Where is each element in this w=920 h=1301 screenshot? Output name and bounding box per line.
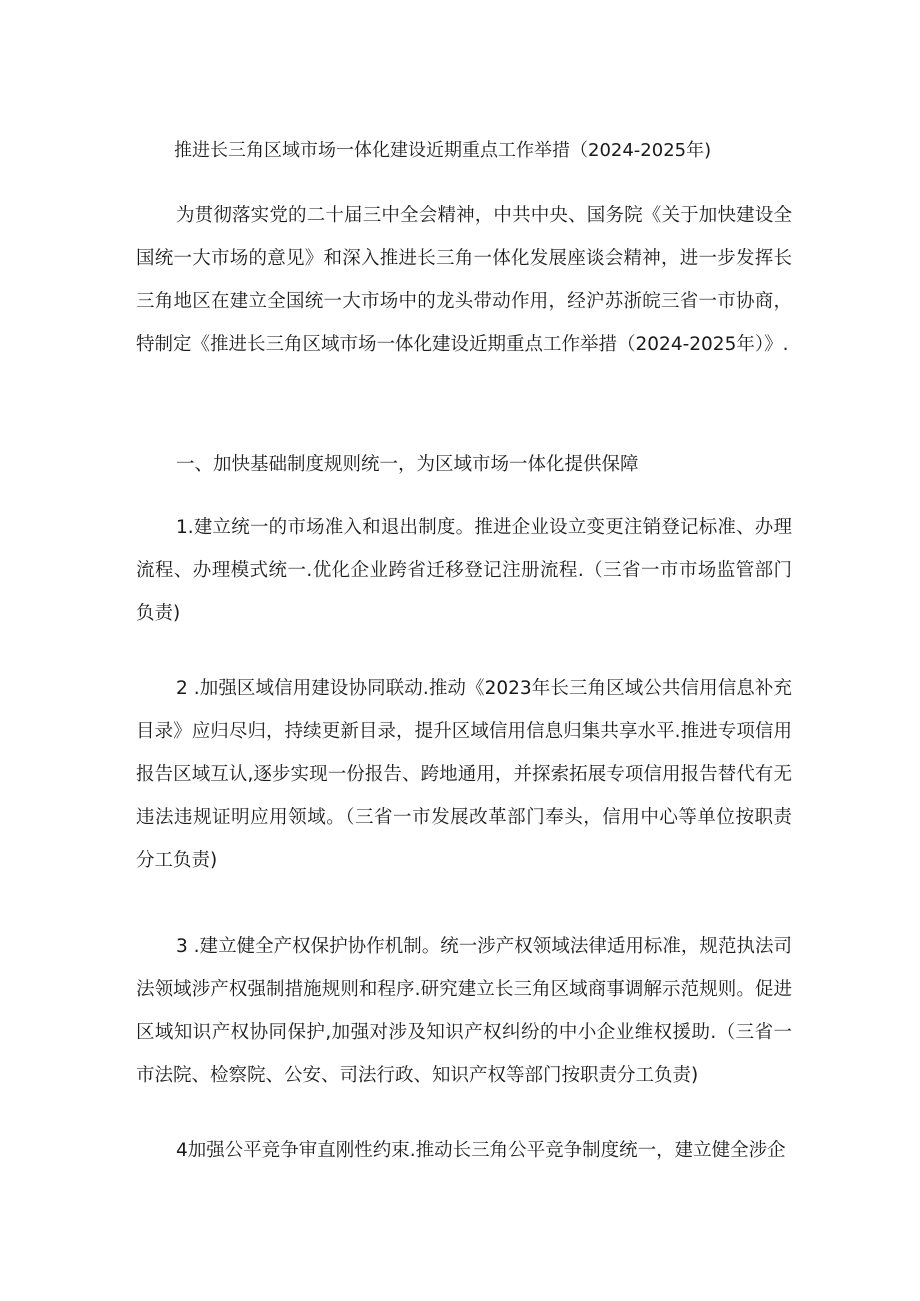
- list-item: 4加强公平竞争审直刚性约束.推动长三角公平竞争制度统一，建立健全涉企: [176, 1140, 786, 1161]
- document-title: 推进长三角区域市场一体化建设近期重点工作举措（2024-2025年): [174, 140, 712, 161]
- list-item: 2 .加强区域信用建设协同联动.推动《2023年长三角区域公共信用信息补充目录》应归尽归，持续更新目录，提升区域信用信息归集共享水平.推进专项信用报告区域互认,逐步实现一份报告、跨地通用，并探索拓展专项信用报告替代有无违法违规证明应用领域。（三省一市发展改革部门奉头，信用中心等单位按职责分工负责): [136, 678, 792, 871]
- list-item: 3 .建立健全产权保护协作机制。统一涉产权领域法律适用标准，规范执法司法领域涉产权强制措施规则和程序.研究建立长三角区域商事调解示范规则。促进区域知识产权协同保护,加强对涉及知识产权纠纷的中小企业维权援助.（三省一市法院、检察院、公安、司法行政、知识产权等部门按职责分工负责): [136, 936, 792, 1086]
- intro-paragraph: 为贯彻落实党的二十届三中全会精神，中共中央、国务院《关于加快建设全国统一大市场的意见》和深入推进长三角一体化发展座谈会精神，进一步发挥长三角地区在建立全国统一大市场中的龙头带动作用，经沪苏浙皖三省一市协商，特制定《推进长三角区域市场一体化建设近期重点工作举措（2024-2025年）》.: [136, 205, 792, 355]
- list-item: 1.建立统一的市场准入和退出制度。推进企业设立变更注销登记标准、办理流程、办理模式统一.优化企业跨省迁移登记注册流程.（三省一市市场监管部门负责): [136, 517, 792, 624]
- section-heading-1: 一、加快基础制度规则统一，为区域市场一体化提供保障: [176, 454, 639, 475]
